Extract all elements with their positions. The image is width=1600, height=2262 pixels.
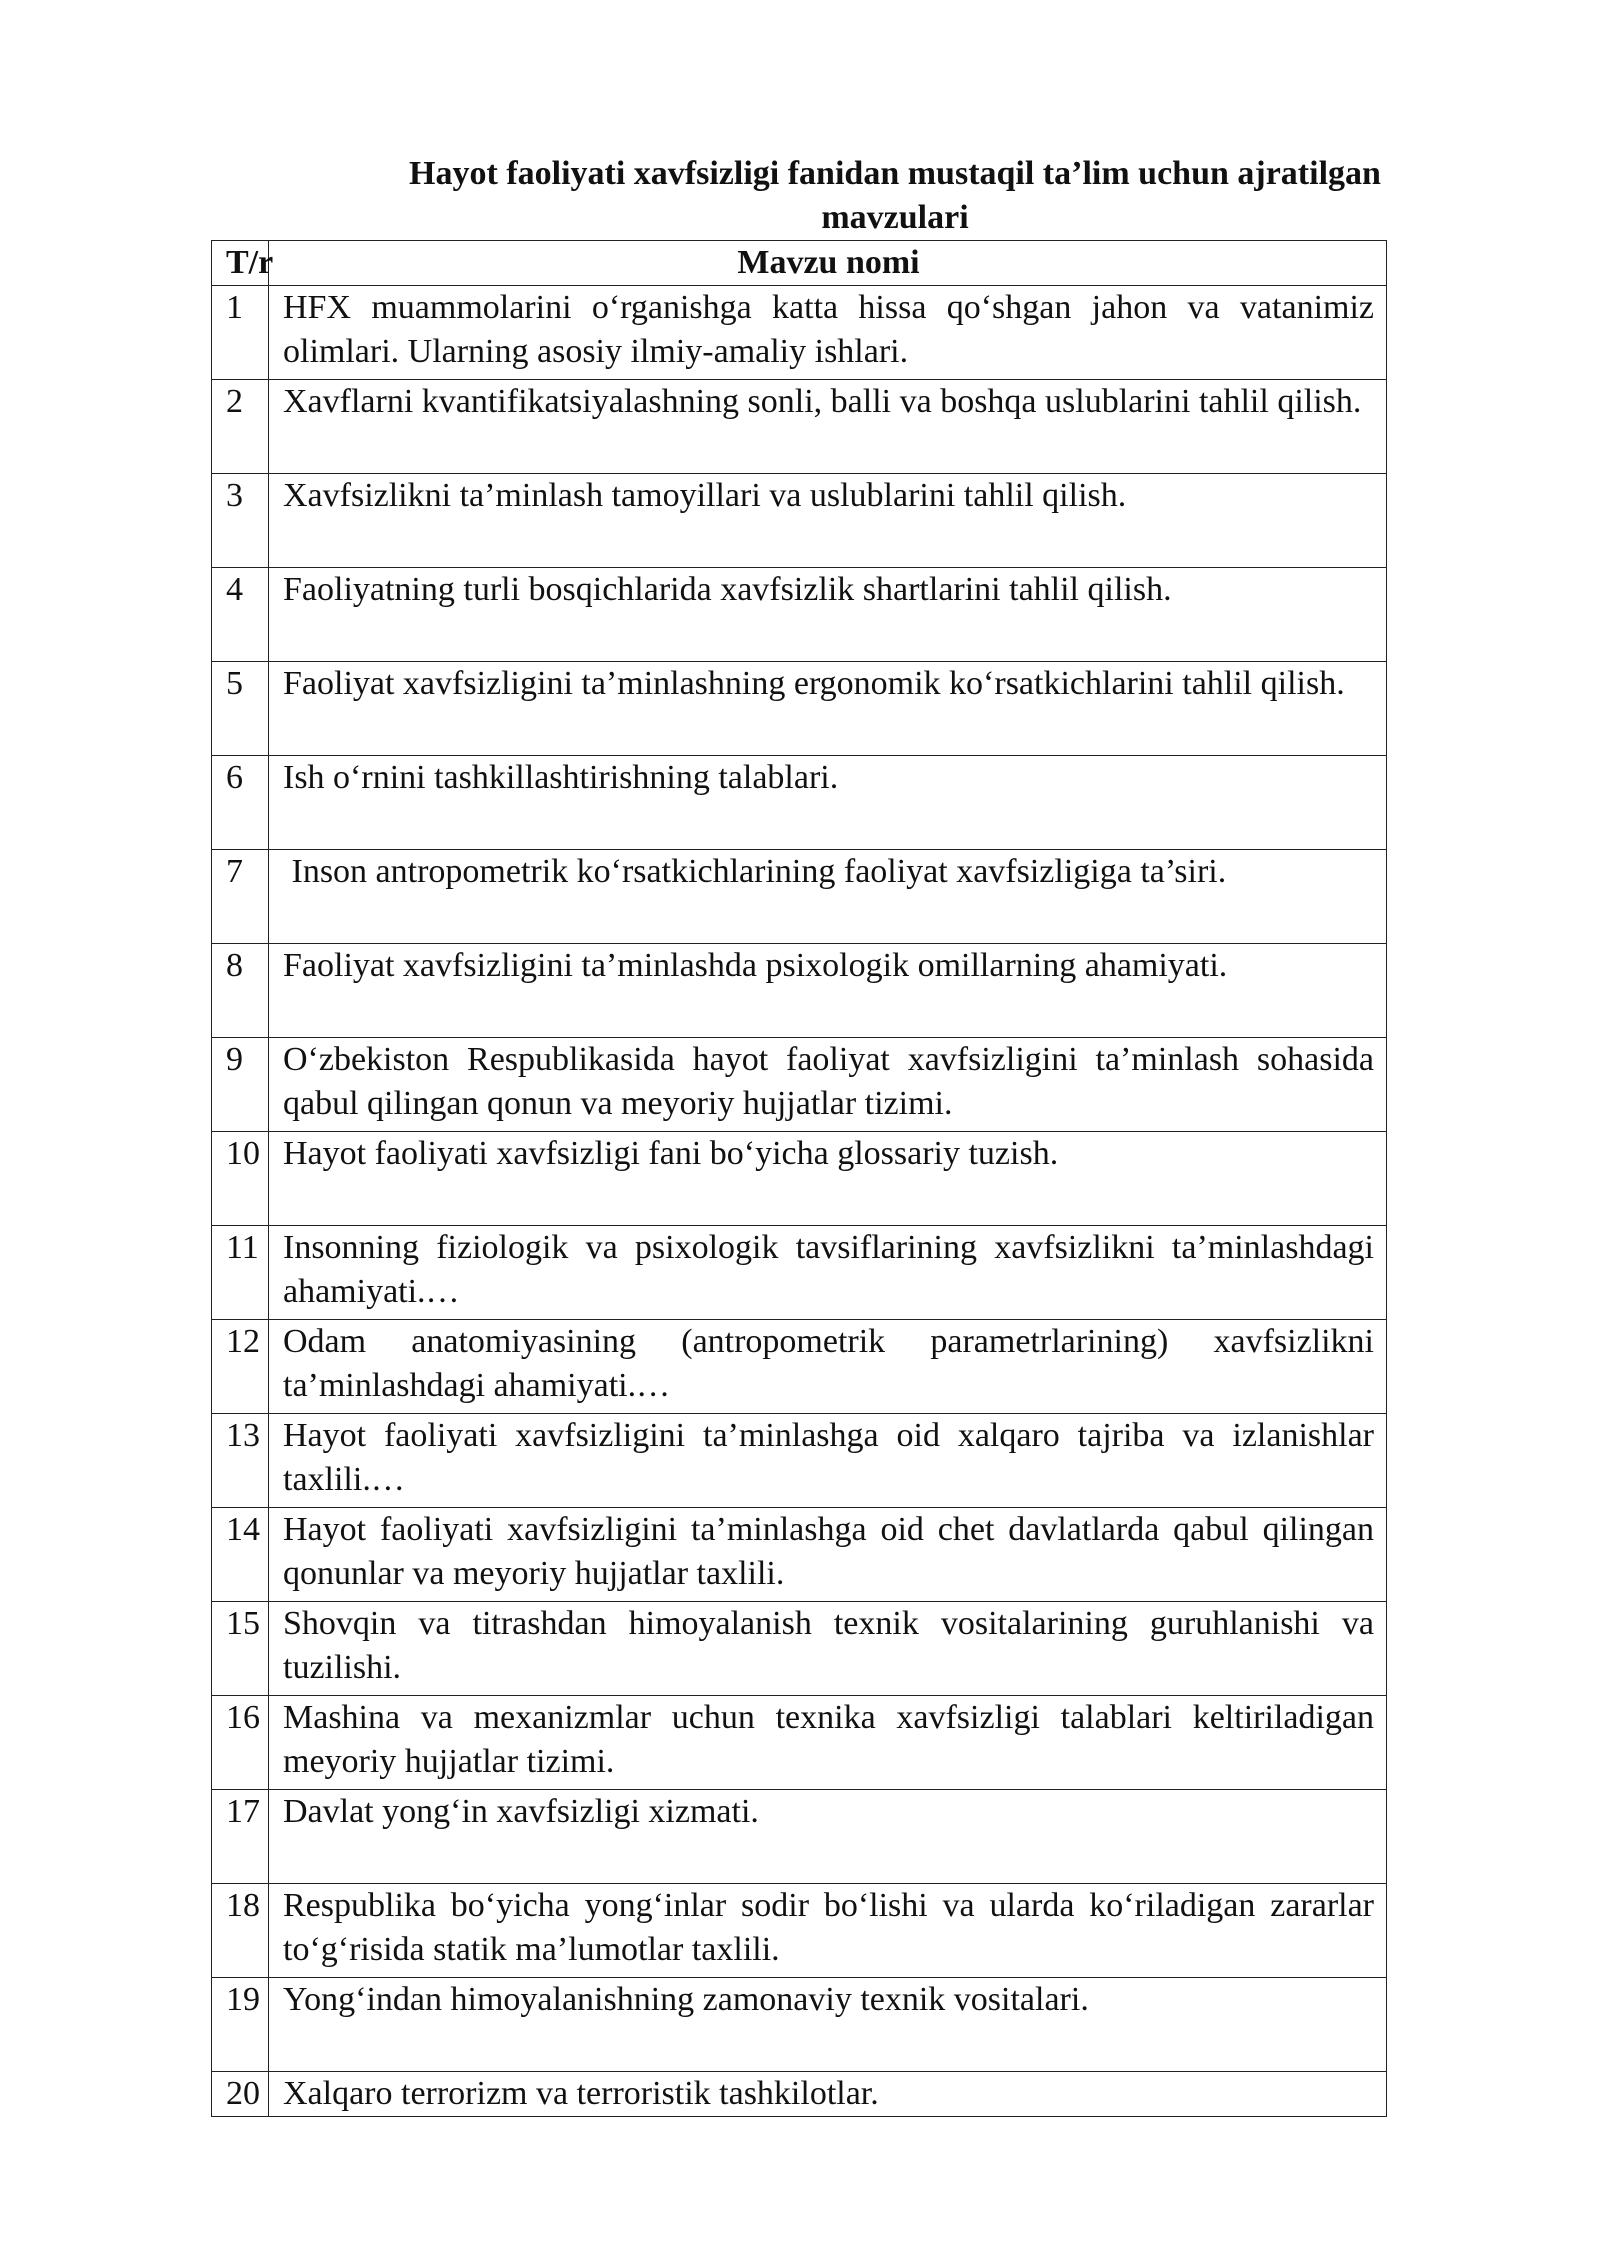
row-number: 11 xyxy=(212,1226,269,1320)
row-topic: O‘zbekiston Respublikasida hayot faoliyat xavfsizligini ta’minlash sohasida qabul qilingan qonun va meyoriy hujjatlar tizimi. xyxy=(269,1038,1387,1132)
row-number: 14 xyxy=(212,1508,269,1602)
row-topic: Faoliyatning turli bosqichlarida xavfsizlik shartlarini tahlil qilish. xyxy=(269,568,1387,662)
table-row xyxy=(212,850,1387,944)
column-header-topic: Mavzu nomi xyxy=(269,241,1387,286)
table-row xyxy=(212,1038,1387,1132)
column-header-number: T/r xyxy=(212,241,269,286)
row-number: 20 xyxy=(212,2072,269,2117)
table-row xyxy=(212,944,1387,1038)
row-number: 2 xyxy=(212,380,269,474)
row-topic: Odam anatomiyasining (antropometrik parametrlarining) xavfsizlikni ta’minlashdagi ahamiyati.… xyxy=(269,1320,1387,1414)
table-row xyxy=(212,1414,1387,1508)
row-number: 19 xyxy=(212,1978,269,2072)
table-header-row xyxy=(212,241,1387,286)
row-number: 3 xyxy=(212,474,269,568)
table-row xyxy=(212,1602,1387,1696)
row-topic: Respublika bo‘yicha yong‘inlar sodir bo‘lishi va ularda ko‘riladigan zararlar to‘g‘risida statik ma’lumotlar taxlili. xyxy=(269,1884,1387,1978)
table-row xyxy=(212,1226,1387,1320)
row-number: 12 xyxy=(212,1320,269,1414)
row-number: 10 xyxy=(212,1132,269,1226)
table-row xyxy=(212,1884,1387,1978)
table-row xyxy=(212,380,1387,474)
row-number: 1 xyxy=(212,286,269,380)
row-number: 17 xyxy=(212,1790,269,1884)
table-row xyxy=(212,286,1387,380)
row-topic: Hayot faoliyati xavfsizligini ta’minlashga oid xalqaro tajriba va izlanishlar taxlili.… xyxy=(269,1414,1387,1508)
table-row xyxy=(212,662,1387,756)
table-row xyxy=(212,474,1387,568)
topics-table xyxy=(211,240,1387,2117)
table-row xyxy=(212,1320,1387,1414)
row-topic: Xavfsizlikni ta’minlash tamoyillari va uslublarini tahlil qilish. xyxy=(269,474,1387,568)
document-title: Hayot faoliyati xavfsizligi fanidan mustaqil ta’lim uchun ajratilgan mavzulari xyxy=(409,155,1381,236)
row-number: 7 xyxy=(212,850,269,944)
row-number: 18 xyxy=(212,1884,269,1978)
row-topic: HFX muammolarini o‘rganishga katta hissa qo‘shgan jahon va vatanimiz olimlari. Ularning asosiy ilmiy-amaliy ishlari. xyxy=(269,286,1387,380)
row-number: 6 xyxy=(212,756,269,850)
row-topic: Davlat yong‘in xavfsizligi xizmati. xyxy=(269,1790,1387,1884)
row-number: 9 xyxy=(212,1038,269,1132)
row-topic: Faoliyat xavfsizligini ta’minlashning ergonomik ko‘rsatkichlarini tahlil qilish. xyxy=(269,662,1387,756)
table-row xyxy=(212,1508,1387,1602)
row-topic: Mashina va mexanizmlar uchun texnika xavfsizligi talablari keltiriladigan meyoriy hujjatlar tizimi. xyxy=(269,1696,1387,1790)
row-topic: Shovqin va titrashdan himoyalanish texnik vositalarining guruhlanishi va tuzilishi. xyxy=(269,1602,1387,1696)
row-number: 15 xyxy=(212,1602,269,1696)
row-number: 13 xyxy=(212,1414,269,1508)
row-topic: Xavflarni kvantifikatsiyalashning sonli, balli va boshqa uslublarini tahlil qilish. xyxy=(269,380,1387,474)
row-topic: Hayot faoliyati xavfsizligi fani bo‘yicha glossariy tuzish. xyxy=(269,1132,1387,1226)
row-number: 4 xyxy=(212,568,269,662)
row-topic: Insonning fiziologik va psixologik tavsiflarining xavfsizlikni ta’minlashdagi ahamiyati.… xyxy=(269,1226,1387,1320)
row-topic: Yong‘indan himoyalanishning zamonaviy texnik vositalari. xyxy=(269,1978,1387,2072)
row-topic: Xalqaro terrorizm va terroristik tashkilotlar. xyxy=(269,2072,1387,2117)
table-row xyxy=(212,1790,1387,1884)
table-row xyxy=(212,1696,1387,1790)
row-topic: Hayot faoliyati xavfsizligini ta’minlashga oid chet davlatlarda qabul qilingan qonunlar va meyoriy hujjatlar taxlili. xyxy=(269,1508,1387,1602)
row-number: 5 xyxy=(212,662,269,756)
table-row xyxy=(212,1132,1387,1226)
row-topic: Faoliyat xavfsizligini ta’minlashda psixologik omillarning ahamiyati. xyxy=(269,944,1387,1038)
row-topic: Inson antropometrik ko‘rsatkichlarining faoliyat xavfsizligiga ta’siri. xyxy=(269,850,1387,944)
table-row xyxy=(212,568,1387,662)
table-row xyxy=(212,756,1387,850)
row-number: 16 xyxy=(212,1696,269,1790)
table-row xyxy=(212,2072,1387,2117)
row-topic: Ish o‘rnini tashkillashtirishning talablari. xyxy=(269,756,1387,850)
table-row xyxy=(212,1978,1387,2072)
row-number: 8 xyxy=(212,944,269,1038)
